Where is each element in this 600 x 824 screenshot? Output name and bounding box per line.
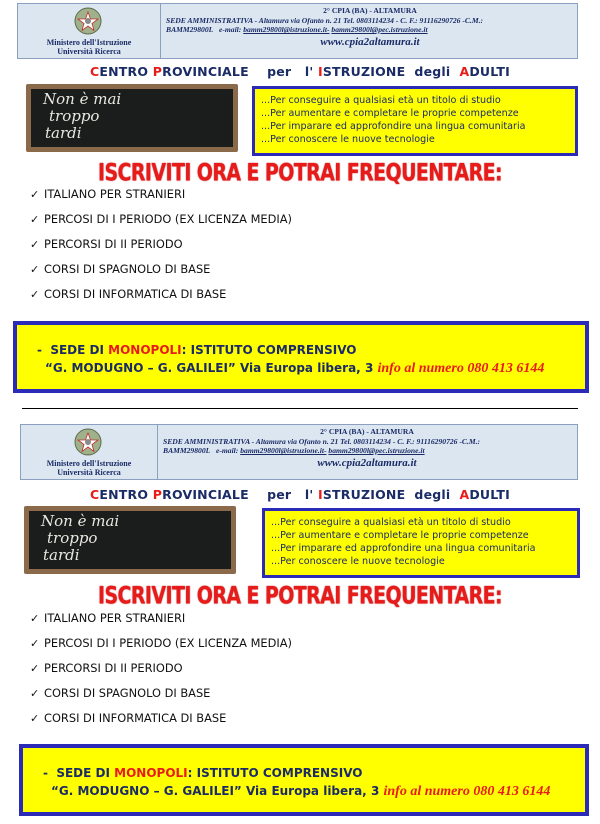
check-icon: ✓ [30, 662, 40, 675]
sede-address: “G. MODUGNO – G. GALILEI” Via Europa libera, 3 info al numero 080 413 6144 [45, 361, 545, 376]
reason-item: ...Per imparare ed approfondire una lingua comunitaria [271, 543, 536, 554]
email-label: e-mail: [218, 25, 242, 34]
chalkboard-image [26, 84, 238, 152]
course-item: ✓ PERCOSI DI I PERIODO (EX LICENZA MEDIA) [30, 207, 430, 232]
check-icon: ✓ [30, 712, 40, 725]
check-icon: ✓ [30, 288, 40, 301]
check-icon: ✓ [30, 612, 40, 625]
letterhead [20, 424, 578, 480]
chalkboard-image [24, 506, 236, 574]
sede-amministrativa: SEDE AMMINISTRATIVA - Altamura via Ofanto n. 21 Tel. 0803114234 - C. F.: 91116290726 -C.M.: [163, 436, 481, 446]
italian-republic-emblem-icon [73, 427, 103, 457]
course-item: ✓ PERCORSI DI II PERIODO [30, 656, 430, 681]
sede-box [13, 321, 589, 393]
course-item: ✓ CORSI DI SPAGNOLO DI BASE [30, 257, 430, 282]
website-link[interactable]: www.cpia2altamura.it [320, 35, 420, 48]
letterhead [17, 3, 578, 59]
reason-item: ...Per conseguire a qualsiasi età un titolo di studio [271, 517, 511, 528]
check-icon: ✓ [30, 637, 40, 650]
ministry-subtitle: Università Ricerca [57, 468, 121, 477]
sede-amministrativa: SEDE AMMINISTRATIVA - Altamura via Ofanto n. 21 Tel. 0803114234 - C. F.: 91116290726 -C.M.: [166, 15, 484, 25]
ministry-block [18, 4, 161, 58]
ministry-subtitle: Università Ricerca [57, 47, 121, 56]
course-item: ✓ PERCOSI DI I PERIODO (EX LICENZA MEDIA) [30, 631, 430, 656]
pec-link[interactable]: bamm29800l@pec.istruzione.it [328, 446, 425, 455]
course-list [30, 182, 430, 307]
cpia-name: 2° CPIA (BA) - ALTAMURA [320, 427, 414, 436]
email-link[interactable]: bamm29800l@istruzione.it- [243, 25, 330, 34]
reason-item: ...Per aumentare e completare le proprie competenze [271, 530, 529, 541]
course-list [30, 606, 430, 731]
chalk-line: tardi [43, 546, 80, 564]
check-icon: ✓ [30, 687, 40, 700]
enroll-headline: ISCRIVITI ORA E POTRAI FREQUENTARE: [97, 159, 502, 187]
chalk-line: troppo [49, 107, 100, 125]
course-item: ✓ ITALIANO PER STRANIERI [30, 182, 430, 207]
ministry-name: Ministero dell'Istruzione [46, 459, 132, 468]
chalk-line: Non è mai [41, 512, 120, 530]
reason-item: ...Per conoscere le nuove tecnologie [271, 556, 445, 567]
enroll-headline: ISCRIVITI ORA E POTRAI FREQUENTARE: [97, 582, 502, 610]
school-info [166, 6, 574, 49]
course-item: ✓ PERCORSI DI II PERIODO [30, 232, 430, 257]
reasons-box [252, 86, 578, 156]
check-icon: ✓ [30, 188, 40, 201]
ministry-block [21, 425, 158, 479]
cpia-name: 2° CPIA (BA) - ALTAMURA [323, 6, 417, 15]
check-icon: ✓ [30, 213, 40, 226]
check-icon: ✓ [30, 238, 40, 251]
pec-link[interactable]: bamm29800l@pec.istruzione.it [331, 25, 428, 34]
course-item: ✓ CORSI DI INFORMATICA DI BASE [30, 706, 430, 731]
course-item: ✓ CORSI DI SPAGNOLO DI BASE [30, 681, 430, 706]
sede-box [19, 744, 589, 816]
chalk-line: troppo [47, 529, 98, 547]
italian-republic-emblem-icon [73, 6, 103, 36]
reason-item: ...Per conoscere le nuove tecnologie [261, 134, 435, 145]
centro-title: CENTRO PROVINCIALE per l' ISTRUZIONE degli ADULTI [90, 487, 510, 502]
chalk-line: Non è mai [43, 90, 122, 108]
email-link[interactable]: bamm29800l@istruzione.it- [240, 446, 327, 455]
check-icon: ✓ [30, 263, 40, 276]
school-info [163, 427, 571, 470]
email-label: e-mail: [215, 446, 239, 455]
flyer-top [0, 0, 600, 400]
reason-item: ...Per aumentare e completare le proprie competenze [261, 108, 519, 119]
sede-line: - SEDE DI MONOPOLI: ISTITUTO COMPRENSIVO [43, 766, 363, 780]
sede-address: “G. MODUGNO – G. GALILEI” Via Europa libera, 3 info al numero 080 413 6144 [51, 784, 551, 799]
flyer-bottom [0, 424, 600, 824]
codice-meccanografico: BAMM29800L [166, 25, 214, 34]
cut-line [22, 408, 578, 409]
ministry-name: Ministero dell'Istruzione [46, 38, 132, 47]
codice-meccanografico: BAMM29800L [163, 446, 211, 455]
reason-item: ...Per conseguire a qualsiasi età un titolo di studio [261, 95, 501, 106]
reason-item: ...Per imparare ed approfondire una lingua comunitaria [261, 121, 526, 132]
reasons-box [262, 508, 580, 578]
website-link[interactable]: www.cpia2altamura.it [317, 456, 417, 469]
course-item: ✓ CORSI DI INFORMATICA DI BASE [30, 282, 430, 307]
sede-line: - SEDE DI MONOPOLI: ISTITUTO COMPRENSIVO [37, 343, 357, 357]
sede-phone: info al numero 080 413 6144 [377, 361, 545, 376]
chalk-line: tardi [45, 124, 82, 142]
sede-phone: info al numero 080 413 6144 [383, 784, 551, 799]
course-item: ✓ ITALIANO PER STRANIERI [30, 606, 430, 631]
centro-title: CENTRO PROVINCIALE per l' ISTRUZIONE degli ADULTI [90, 64, 510, 79]
